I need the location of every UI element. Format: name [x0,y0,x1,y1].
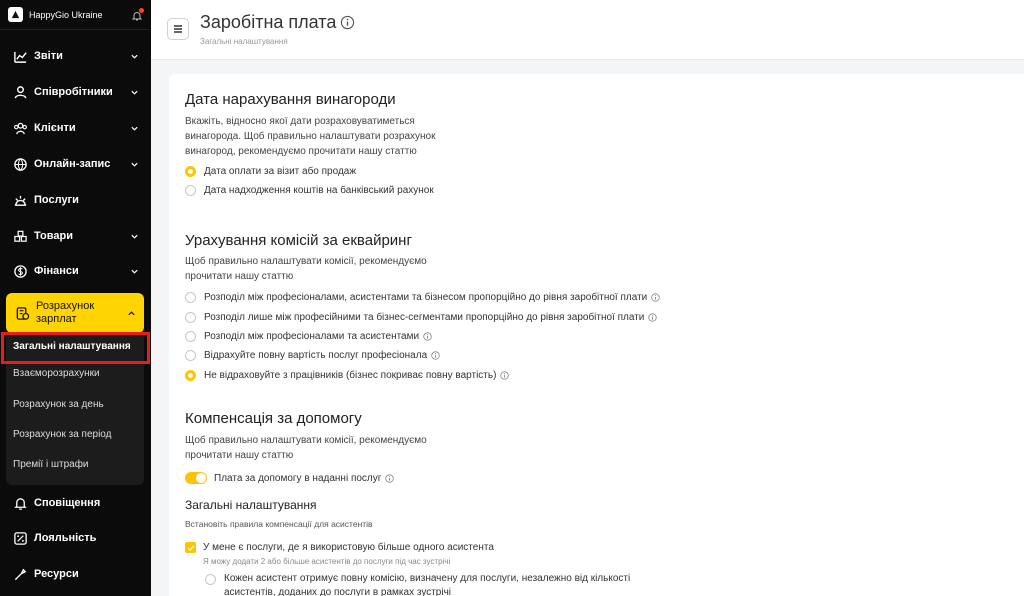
checkmark-icon [187,544,195,552]
sidebar-item-label: Сповіщення [34,497,101,509]
sidebar [0,0,151,596]
sidebar-item-services[interactable] [0,185,151,215]
sidebar-item-loyalty[interactable] [0,523,151,553]
sidebar-item-goods[interactable] [0,221,151,251]
sidebar-item-resources[interactable] [0,559,151,589]
payroll-label-line2: зарплат [36,313,77,325]
sidebar-item-label: Звіти [34,50,63,62]
info-icon[interactable] [340,15,355,30]
sidebar-item-online-booking[interactable] [0,149,151,179]
desc-line: винагорода. Щоб правильно налаштувати розрахунок [185,131,436,142]
option-line: Кожен асистент отримує повну комісію, визначену для послуги, незалежно від кількості [224,573,631,584]
radio-bank-date[interactable] [185,185,434,196]
section-reward-date-title: Дата нарахування винагороди [185,91,396,108]
info-icon[interactable] [423,332,432,341]
active-submenu-highlight [1,332,150,364]
sidebar-item-employees[interactable] [0,77,151,107]
reports-icon [12,48,28,64]
section-acquiring-desc [185,254,427,284]
general-settings-desc: Встановіть правила компенсації для асистентів [185,519,373,529]
sidebar-item-finance[interactable] [0,256,151,286]
finance-icon [12,263,28,279]
radio-label: Розподіл між професіоналами та асистентами [204,331,420,342]
desc-line: прочитати нашу статтю [185,271,294,282]
sidebar-item-label: Ресурси [34,568,79,580]
info-icon[interactable] [651,293,660,302]
submenu-item-daily-calc[interactable]: Розрахунок за день [13,399,104,410]
sidebar-item-notifications[interactable] [0,488,151,518]
chevron-down-icon [129,159,139,169]
radio-acquiring-option-4[interactable] [185,350,440,361]
desc-line: Вкажіть, відносно якої дати розраховуватиметься [185,116,415,127]
radio-label [224,572,630,596]
sidebar-item-label: Співробітники [34,86,113,98]
sidebar-item-label: Клієнти [34,122,76,134]
sidebar-item-reports[interactable] [0,41,151,71]
chevron-down-icon [129,231,139,241]
payroll-icon [14,305,30,321]
section-assist-compensation-title: Компенсація за допомогу [185,410,362,427]
services-icon [12,192,28,208]
info-icon[interactable] [500,371,509,380]
notification-dot [139,8,144,13]
assist-fee-toggle[interactable] [185,472,207,484]
settings-card [169,74,1024,596]
radio-label: Відрахуйте повну вартість послуг професіонала [204,350,428,361]
section-acquiring-title: Урахування комісій за еквайринг [185,232,412,249]
chevron-down-icon [129,87,139,97]
desc-line: Щоб правильно налаштувати комісії, рекомендуємо [185,435,427,446]
assistant-full-commission-option[interactable] [205,572,630,596]
sidebar-item-label: Фінанси [34,265,79,277]
desc-line: винагород, рекомендуємо прочитати нашу статтю [185,146,417,157]
radio-button[interactable] [185,292,196,303]
chevron-down-icon [129,266,139,276]
chevron-up-icon [126,308,136,318]
resources-icon [12,566,28,582]
toggle-label: Плата за допомогу в наданні послуг [214,472,382,484]
radio-label: Розподіл між професіоналами, асистентами та бізнесом пропорційно до рівня заробітної плати [204,292,648,303]
radio-acquiring-option-2[interactable] [185,312,657,323]
option-line: асистентів, доданих до послуги в рамках зустрічі [224,587,452,596]
radio-label: Не відраховуйте з працівників (бізнес покриває повну вартість) [204,370,497,381]
clients-icon [12,120,28,136]
submenu-item-bonuses-fines[interactable]: Премії і штрафи [13,459,89,470]
notifications-bell-icon[interactable] [131,9,143,21]
radio-acquiring-option-5[interactable] [185,370,509,381]
sidebar-item-label [36,300,126,326]
info-icon[interactable] [648,313,657,322]
radio-label: Дата надходження коштів на банківський рахунок [204,185,434,196]
payroll-label-line1: Розрахунок [36,300,95,312]
info-icon[interactable] [385,474,394,483]
radio-button[interactable] [185,370,196,381]
radio-button[interactable] [185,331,196,342]
sidebar-item-label: Товари [34,230,73,242]
radio-acquiring-option-3[interactable] [185,331,432,342]
globe-icon [12,156,28,172]
page-header [151,0,1024,60]
radio-button[interactable] [185,350,196,361]
submenu-item-period-calc[interactable]: Розрахунок за період [13,429,112,440]
radio-acquiring-option-1[interactable] [185,292,660,303]
desc-line: Щоб правильно налаштувати комісії, рекомендуємо [185,256,427,267]
checkbox-note: Я можу додати 2 або більше асистентів до послуги під час зустрічі [203,557,451,566]
sidebar-item-label: Лояльність [34,532,97,544]
page-title: Заробітна плата [200,12,337,32]
chevron-down-icon [129,123,139,133]
goods-icon [12,228,28,244]
bell-icon [12,495,28,511]
radio-button[interactable] [185,185,196,196]
radio-payment-date[interactable] [185,166,356,177]
multi-assistant-checkbox[interactable] [185,542,196,553]
section-assist-compensation-desc [185,433,427,463]
radio-label: Дата оплати за візит або продаж [204,166,357,177]
sidebar-item-label: Послуги [34,194,79,206]
radio-button[interactable] [185,312,196,323]
section-reward-date-desc [185,114,435,159]
brand-name[interactable]: HappyGio Ukraine [29,9,103,20]
sidebar-item-label: Онлайн-запис [34,158,111,170]
sidebar-item-payroll[interactable] [6,293,144,333]
general-settings-subtitle: Загальні налаштування [185,498,317,512]
assist-fee-toggle-row[interactable] [185,472,394,484]
brand-logo-icon [8,7,23,22]
submenu-item-general-settings[interactable]: Загальні налаштування [13,341,131,352]
radio-label: Розподіл лише між професійними та бізнес-сегментами пропорційно до рівня заробітної плати [204,312,645,323]
desc-line: прочитати нашу статтю [185,450,294,461]
radio-button[interactable] [185,166,196,177]
multi-assistant-checkbox-row[interactable] [185,542,494,553]
page-subtitle: Загальні налаштування [200,37,288,46]
info-icon[interactable] [431,351,440,360]
checkbox-label: У мене є послуги, де я використовую більше одного асистента [203,542,494,553]
submenu-item-settlements[interactable]: Взаєморозрахунки [13,368,100,379]
radio-button[interactable] [205,574,216,585]
hamburger-icon [173,24,183,34]
chevron-down-icon [129,51,139,61]
employees-icon [12,84,28,100]
menu-toggle-button[interactable] [167,18,189,40]
brand-bar [0,0,151,30]
sidebar-item-clients[interactable] [0,113,151,143]
loyalty-icon [12,530,28,546]
